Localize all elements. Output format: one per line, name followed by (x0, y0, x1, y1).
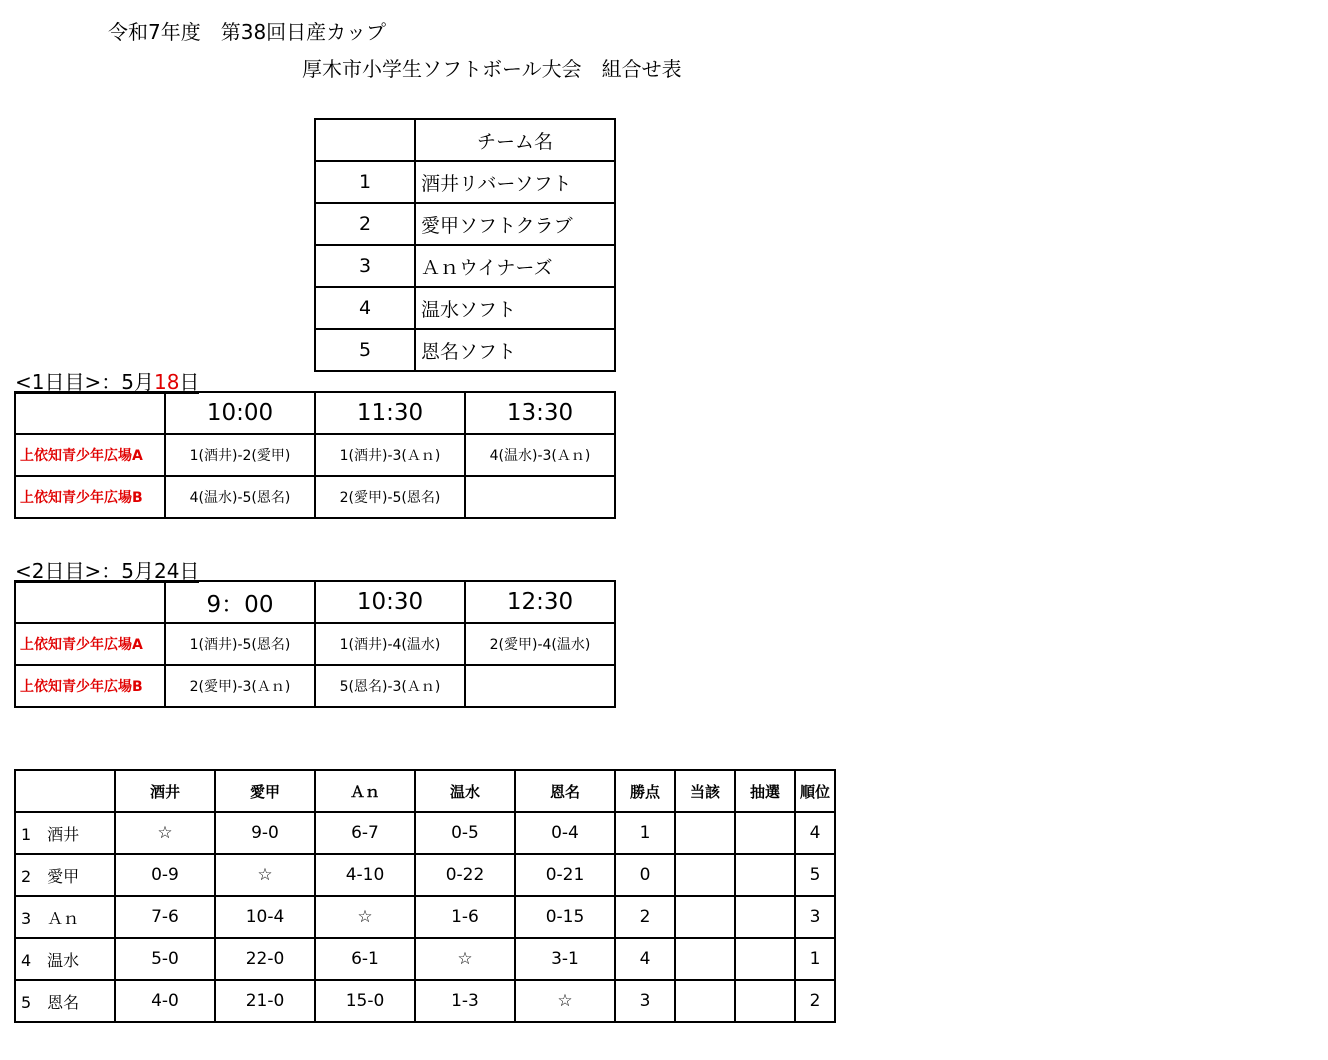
team-list-table (314, 118, 616, 372)
result-cell: 0-15 (515, 896, 615, 938)
points-cell: 1 (615, 812, 675, 854)
day2-schedule-table (14, 580, 616, 708)
standings-row (15, 896, 835, 938)
lottery-cell (735, 896, 795, 938)
points-cell: 4 (615, 938, 675, 980)
result-cell: 9-0 (215, 812, 315, 854)
day1-label-date: 18 (153, 370, 180, 394)
lottery-cell (735, 980, 795, 1022)
head-to-head-cell (675, 812, 735, 854)
result-cell: ☆ (215, 854, 315, 896)
day1-label-prefix: <1日目>：5月 (15, 370, 154, 394)
venue-label: 上依知青少年広場B (15, 665, 165, 707)
team-name: 愛甲ソフトクラブ (415, 203, 615, 245)
standings-team-label: 3 Ａｎ (15, 896, 115, 938)
standings-row (15, 938, 835, 980)
team-name: 酒井リバーソフト (415, 161, 615, 203)
standings-row (15, 980, 835, 1022)
venue-label: 上依知青少年広場A (15, 623, 165, 665)
head-to-head-cell (675, 896, 735, 938)
schedule-corner-cell (15, 581, 165, 623)
team-name: 恩名ソフト (415, 329, 615, 371)
standings-team-label: 5 恩名 (15, 980, 115, 1022)
time-slot: 12:30 (465, 581, 615, 623)
result-cell: 3-1 (515, 938, 615, 980)
team-number: 3 (315, 245, 415, 287)
schedule-corner-cell (15, 392, 165, 434)
day2-label: <2日目>：5月24日 (15, 559, 200, 583)
match-cell: 4(温水)-5(恩名) (165, 476, 315, 518)
result-cell: 0-9 (115, 854, 215, 896)
match-cell: 2(愛甲)-4(温水) (465, 623, 615, 665)
team-number: 1 (315, 161, 415, 203)
match-cell: 2(愛甲)-3(Ａｎ) (165, 665, 315, 707)
result-cell: 0-4 (515, 812, 615, 854)
opponent-header: 恩名 (515, 770, 615, 812)
match-cell (465, 476, 615, 518)
result-cell: 4-0 (115, 980, 215, 1022)
team-number: 4 (315, 287, 415, 329)
result-cell: ☆ (515, 980, 615, 1022)
result-cell: 7-6 (115, 896, 215, 938)
result-cell: 6-1 (315, 938, 415, 980)
match-cell (465, 665, 615, 707)
match-cell: 4(温水)-3(Ａｎ) (465, 434, 615, 476)
standings-team-label: 2 愛甲 (15, 854, 115, 896)
result-cell: 4-10 (315, 854, 415, 896)
time-slot: 10:00 (165, 392, 315, 434)
result-cell: 10-4 (215, 896, 315, 938)
venue-label: 上依知青少年広場B (15, 476, 165, 518)
standings-corner-cell (15, 770, 115, 812)
document-title: 令和7年度 第38回日産カップ (108, 20, 386, 44)
venue-label: 上依知青少年広場A (15, 434, 165, 476)
points-cell: 2 (615, 896, 675, 938)
match-cell: 1(酒井)-4(温水) (315, 623, 465, 665)
result-cell: 5-0 (115, 938, 215, 980)
standings-team-label: 1 酒井 (15, 812, 115, 854)
result-cell: ☆ (115, 812, 215, 854)
day1-schedule-table (14, 391, 616, 519)
time-slot: 11:30 (315, 392, 465, 434)
day1-label-suffix: 日 (179, 370, 200, 394)
team-number: 2 (315, 203, 415, 245)
match-cell: 5(恩名)-3(Ａｎ) (315, 665, 465, 707)
match-cell: 1(酒井)-2(愛甲) (165, 434, 315, 476)
opponent-header: 酒井 (115, 770, 215, 812)
result-cell: 21-0 (215, 980, 315, 1022)
head-to-head-cell (675, 938, 735, 980)
standings-row (15, 812, 835, 854)
team-number: 5 (315, 329, 415, 371)
match-cell: 1(酒井)-5(恩名) (165, 623, 315, 665)
points-header: 勝点 (615, 770, 675, 812)
rank-header: 順位 (795, 770, 835, 812)
opponent-header: 愛甲 (215, 770, 315, 812)
rank-cell: 2 (795, 980, 835, 1022)
document-subtitle: 厚木市小学生ソフトボール大会 組合せ表 (302, 57, 682, 81)
points-cell: 0 (615, 854, 675, 896)
match-cell: 2(愛甲)-5(恩名) (315, 476, 465, 518)
time-slot: 9：00 (165, 581, 315, 623)
result-cell: 6-7 (315, 812, 415, 854)
opponent-header: 温水 (415, 770, 515, 812)
points-cell: 3 (615, 980, 675, 1022)
result-cell: 1-3 (415, 980, 515, 1022)
standings-row (15, 854, 835, 896)
standings-team-label: 4 温水 (15, 938, 115, 980)
result-cell: 1-6 (415, 896, 515, 938)
time-slot: 10:30 (315, 581, 465, 623)
standings-table (14, 769, 836, 1023)
team-name-header: チーム名 (415, 119, 615, 161)
time-slot: 13:30 (465, 392, 615, 434)
head-to-head-cell (675, 854, 735, 896)
opponent-header: Ａｎ (315, 770, 415, 812)
lottery-cell (735, 812, 795, 854)
lottery-cell (735, 938, 795, 980)
result-cell: 22-0 (215, 938, 315, 980)
head-to-head-header: 当該 (675, 770, 735, 812)
result-cell: 0-5 (415, 812, 515, 854)
team-number-header (315, 119, 415, 161)
rank-cell: 4 (795, 812, 835, 854)
head-to-head-cell (675, 980, 735, 1022)
lottery-header: 抽選 (735, 770, 795, 812)
result-cell: ☆ (315, 896, 415, 938)
result-cell: 0-21 (515, 854, 615, 896)
result-cell: 15-0 (315, 980, 415, 1022)
team-name: Ａｎウイナーズ (415, 245, 615, 287)
result-cell: ☆ (415, 938, 515, 980)
match-cell: 1(酒井)-3(Ａｎ) (315, 434, 465, 476)
team-name: 温水ソフト (415, 287, 615, 329)
result-cell: 0-22 (415, 854, 515, 896)
lottery-cell (735, 854, 795, 896)
rank-cell: 1 (795, 938, 835, 980)
rank-cell: 3 (795, 896, 835, 938)
rank-cell: 5 (795, 854, 835, 896)
